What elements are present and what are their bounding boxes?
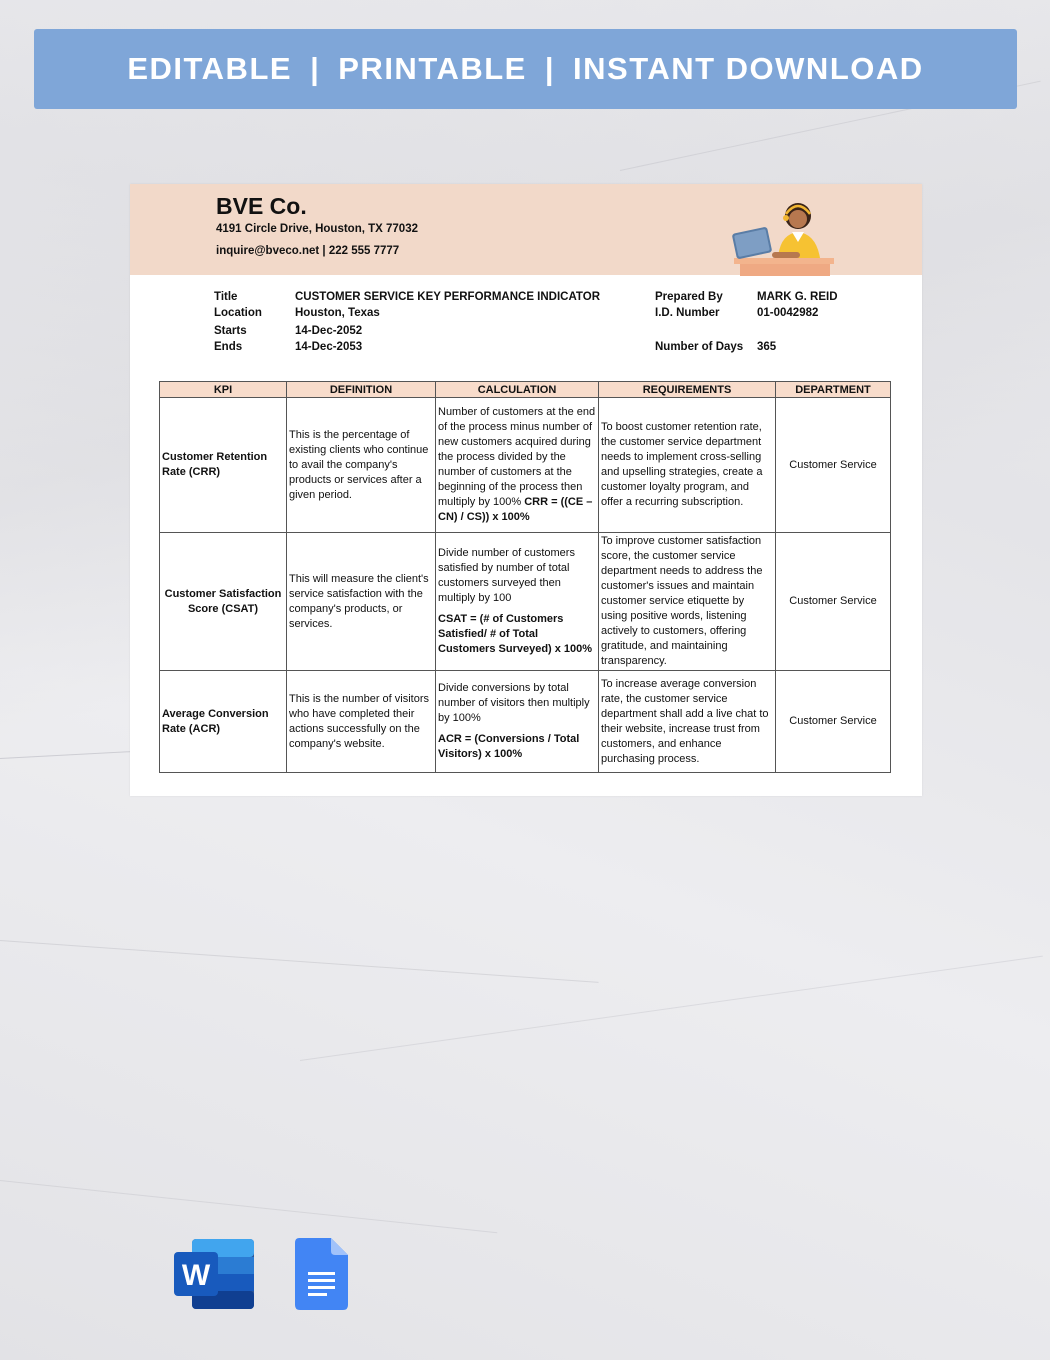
google-docs-icon[interactable]: [295, 1238, 348, 1310]
definition-cell: This is the percentage of existing clients who continue to avail the company's products or services after a given period.: [287, 398, 436, 533]
banner-separator: |: [310, 51, 321, 86]
banner-printable: PRINTABLE: [338, 51, 527, 86]
starts-label: Starts: [214, 325, 247, 337]
table-row: [160, 398, 891, 533]
calculation-formula: CSAT = (# of Customers Satisfied/ # of Total Customers Surveyed) x 100%: [438, 613, 593, 655]
kpi-table: [159, 381, 891, 773]
calculation-text: Number of customers at the end of the process minus number of new customers acquired during the process divided by the number of customers at the beginning of the process then multiply by 100%: [438, 406, 596, 508]
table-row: [160, 533, 891, 671]
calculation-formula: ACR = (Conversions / Total Visitors) x 100%: [438, 733, 580, 760]
kpi-cell: Average Conversion Rate (ACR): [160, 671, 287, 773]
column-header-definition: DEFINITION: [287, 382, 436, 398]
company-name: BVE Co.: [216, 193, 307, 219]
company-contact: inquire@bveco.net | 222 555 7777: [216, 245, 400, 257]
calculation-text: Divide conversions by total number of visitors then multiply by 100%: [438, 682, 590, 724]
calculation-cell: [436, 398, 599, 533]
document-preview: [130, 184, 922, 796]
id-number-value: 01-0042982: [757, 307, 819, 319]
ends-value: 14-Dec-2053: [295, 341, 363, 353]
number-of-days-label: Number of Days: [655, 341, 744, 353]
banner-editable: EDITABLE: [127, 51, 293, 86]
department-cell: Customer Service: [776, 671, 891, 773]
definition-cell: This will measure the client's service satisfaction with the company's products, or services.: [287, 533, 436, 671]
microsoft-word-icon[interactable]: [174, 1239, 254, 1309]
starts-value: 14-Dec-2052: [295, 325, 363, 337]
requirements-cell: To improve customer satisfaction score, the customer service department needs to address the customer's issues and maintain customer service etiquette by using positive words, listening actively to customers, offering gratitude, and maintaining transparency.: [599, 533, 776, 671]
title-label: Title: [214, 291, 238, 303]
id-number-label: I.D. Number: [655, 307, 720, 319]
company-address: 4191 Circle Drive, Houston, TX 77032: [216, 223, 418, 235]
column-header-requirements: REQUIREMENTS: [599, 382, 776, 398]
definition-cell: This is the number of visitors who have completed their actions successfully on the company's website.: [287, 671, 436, 773]
column-header-kpi: KPI: [160, 382, 287, 398]
ends-label: Ends: [214, 341, 243, 353]
top-banner: [34, 29, 1017, 109]
customer-service-agent-illustration: [728, 192, 838, 276]
requirements-cell: To increase average conversion rate, the customer service department shall add a live chat to their website, increase trust from customers, and enhance purchasing process.: [599, 671, 776, 773]
column-header-department: DEPARTMENT: [776, 382, 891, 398]
calculation-cell: [436, 671, 599, 773]
calculation-cell: [436, 533, 599, 671]
table-row: [160, 671, 891, 773]
prepared-by-label: Prepared By: [655, 291, 723, 303]
table-header-row: [160, 382, 891, 398]
location-label: Location: [214, 307, 262, 319]
banner-instant-download: INSTANT DOWNLOAD: [573, 51, 924, 86]
column-header-calculation: CALCULATION: [436, 382, 599, 398]
calculation-text: Divide number of customers satisfied by number of total customers surveyed then multiply by 100: [438, 547, 575, 604]
kpi-cell: Customer Retention Rate (CRR): [160, 398, 287, 533]
calculation-formula: CRR = ((CE – CN) / CS)) x 100%: [438, 496, 593, 523]
location-value: Houston, Texas: [295, 307, 380, 319]
title-value: CUSTOMER SERVICE KEY PERFORMANCE INDICATOR: [295, 291, 601, 303]
department-cell: Customer Service: [776, 533, 891, 671]
banner-separator: |: [544, 51, 556, 86]
requirements-cell: To boost customer retention rate, the customer service department needs to implement cross-selling and upselling strategies, create a customer loyalty program, and offer a recurring subscription.: [599, 398, 776, 533]
department-cell: Customer Service: [776, 398, 891, 533]
word-icon-letter: W: [181, 1259, 211, 1292]
kpi-cell: Customer Satisfaction Score (CSAT): [160, 533, 287, 671]
document-header: [130, 184, 922, 275]
number-of-days-value: 365: [757, 341, 777, 353]
prepared-by-value: MARK G. REID: [757, 291, 838, 303]
